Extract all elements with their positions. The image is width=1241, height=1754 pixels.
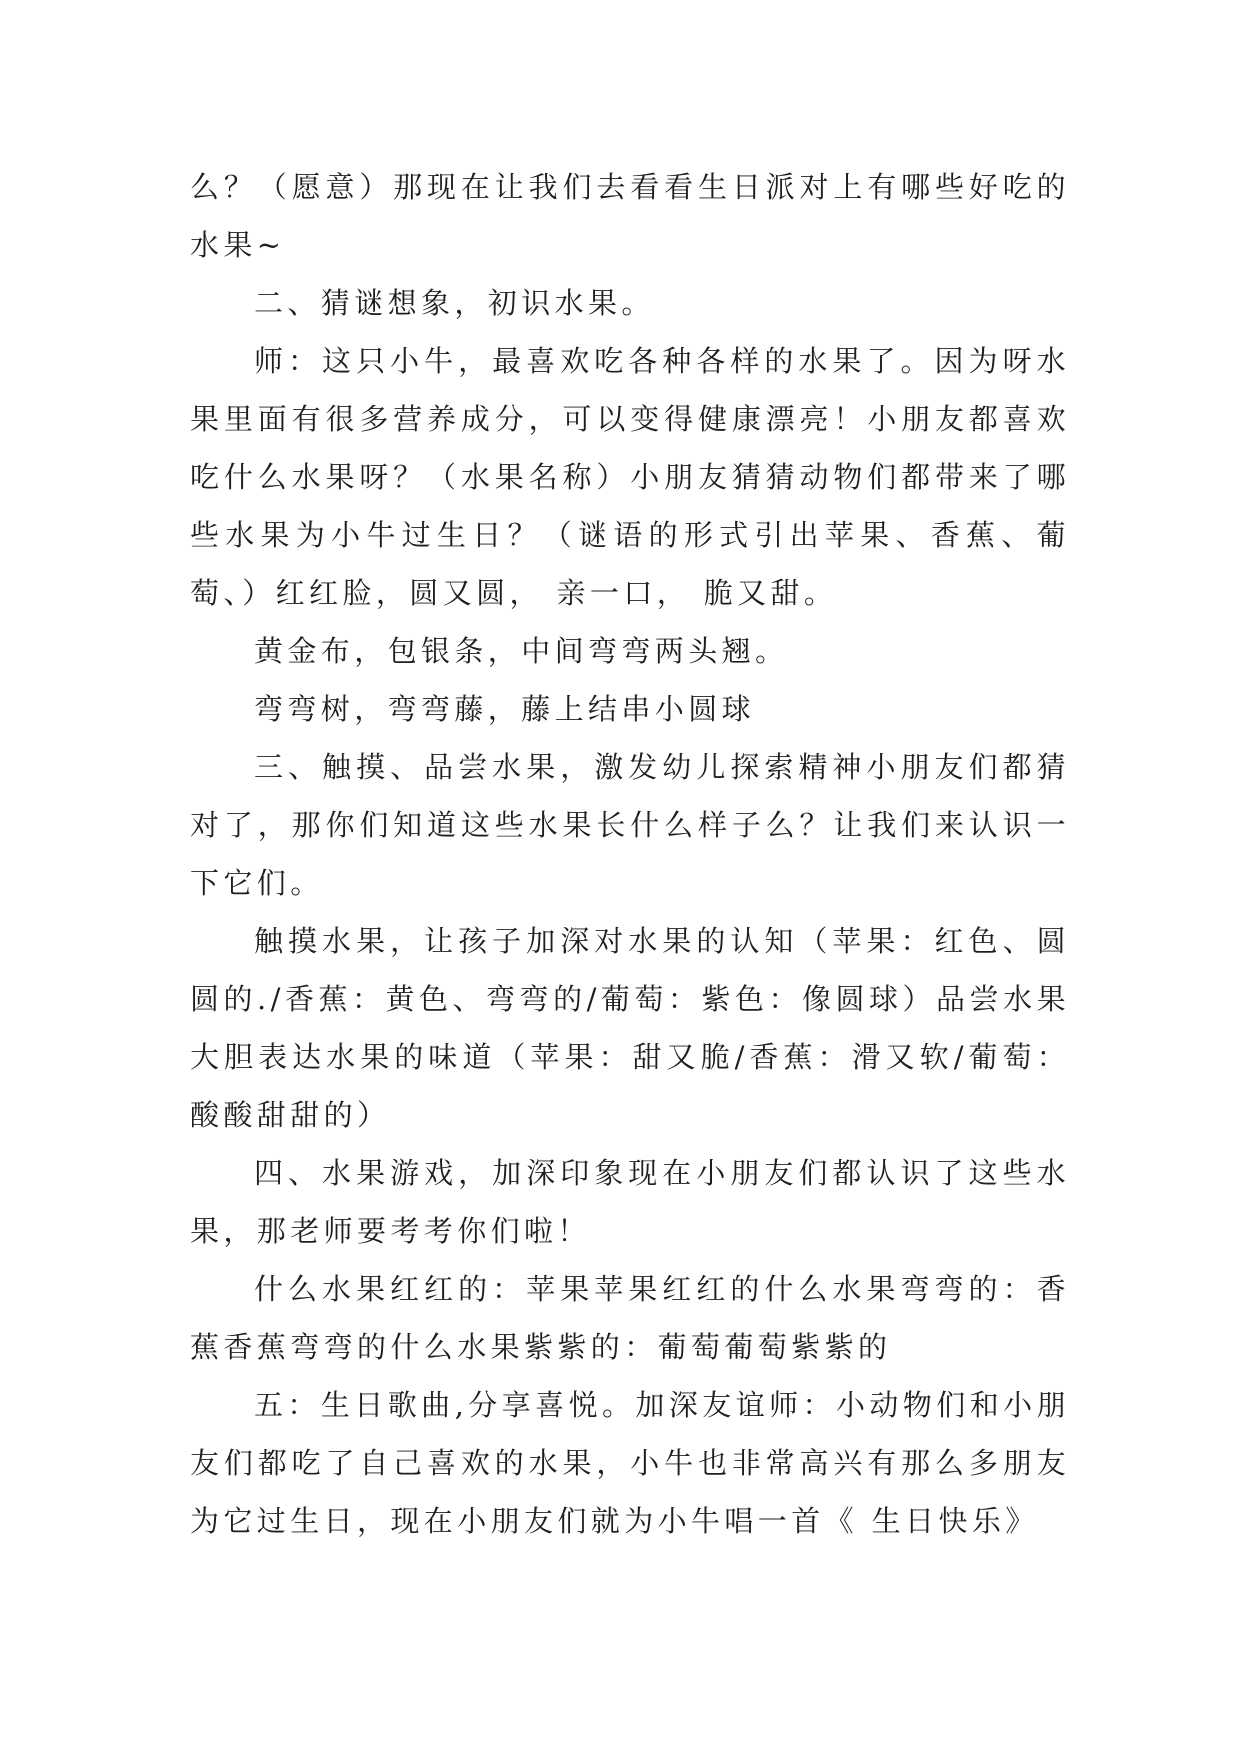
paragraph-6: 三、触摸、品尝水果，激发幼儿探索精神小朋友们都猜对了，那你们知道这些水果长什么样子么？让我们来认识一下它们。 [190,750,1070,900]
document-page [190,158,1070,1550]
paragraph-4-riddle-banana: 黄金布，包银条，中间弯弯两头翘。 [254,634,789,668]
paragraph-5-riddle-grape: 弯弯树，弯弯藤，藤上结串小圆球 [254,692,756,726]
paragraph-3: 师：这只小牛，最喜欢吃各种各样的水果了。因为呀水果里面有很多营养成分，可以变得健康漂亮！小朋友都喜欢吃什么水果呀？（水果名称）小朋友猜猜动物们都带来了哪些水果为小牛过生日？（谜语的形式引出苹果、香蕉、葡萄、）红红脸，圆又圆， 亲一口， 脆又甜。 [190,344,1070,610]
paragraph-1: 么？（愿意）那现在让我们去看看生日派对上有哪些好吃的水果~ [190,170,1070,262]
paragraph-10: 五：生日歌曲,分享喜悦。加深友谊师：小动物们和小朋友们都吃了自己喜欢的水果，小牛也非常高兴有那么多朋友为它过生日，现在小朋友们就为小牛唱一首《 生日快乐》 [190,1388,1070,1538]
paragraph-7: 触摸水果，让孩子加深对水果的认知（苹果：红色、圆圆的./香蕉：黄色、弯弯的/葡萄：紫色：像圆球）品尝水果大胆表达水果的味道（苹果：甜又脆/香蕉：滑又软/葡萄：酸酸甜甜的） [190,924,1070,1132]
paragraph-2-heading: 二、猜谜想象，初识水果。 [254,286,655,320]
paragraph-8: 四、水果游戏，加深印象现在小朋友们都认识了这些水果，那老师要考考你们啦！ [190,1156,1070,1248]
paragraph-9: 什么水果红红的：苹果苹果红红的什么水果弯弯的：香蕉香蕉弯弯的什么水果紫紫的：葡萄葡萄紫紫的 [190,1272,1070,1364]
